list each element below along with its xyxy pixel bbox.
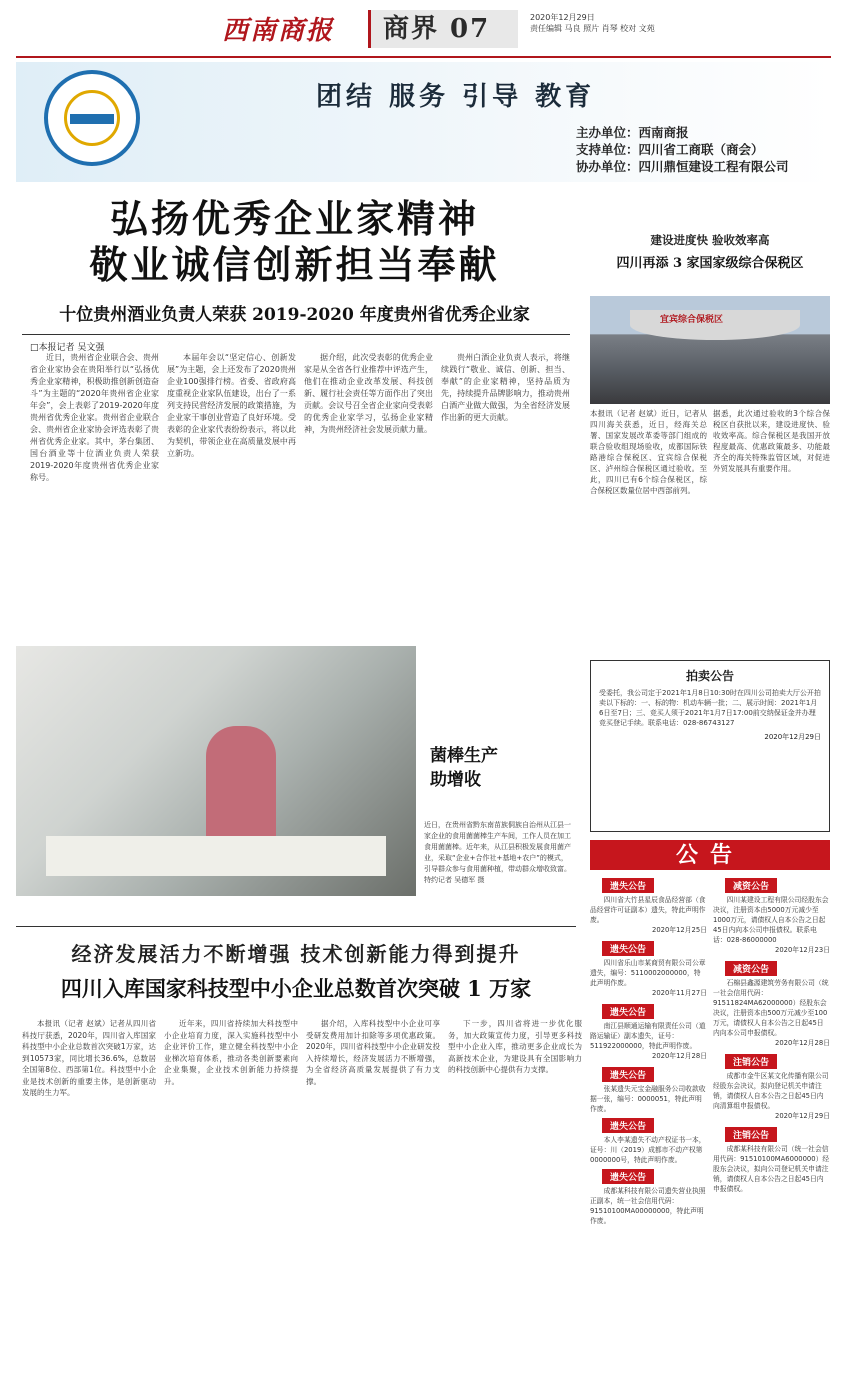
notice-label: 遗失公告 [602, 1067, 654, 1082]
notice-label: 遗失公告 [602, 1118, 654, 1133]
notice-text: 四川省乐山市某商贸有限公司公章遗失，编号：5110002000000，特此声明作废。 [590, 959, 706, 987]
emblem-bar [70, 114, 114, 124]
bottom-article-col-1: 本报讯（记者 赵斌）记者从四川省科技厅获悉，2020年，四川省入库国家科技型中小企业总数首次突破1万家，达到10573家，同比增长36.6%，总数居全国第8位、西部第1位。科技型中小企业是技术创新的重要主体，是创新驱动发展的生力军。 [22, 1019, 156, 1097]
notice-col-left [590, 874, 707, 1364]
notice-col-right [713, 874, 830, 1364]
notice-item [590, 937, 707, 998]
sponsor-list [576, 124, 789, 175]
notice-text: 张某遗失元宝金融服务公司收款收据一张，编号：0000051，特此声明作废。 [590, 1085, 706, 1113]
notice-label: 遗失公告 [602, 878, 654, 893]
notice-label: 注销公告 [725, 1127, 777, 1142]
right-article-col-2: 据悉，此次通过验收的3个综合保税区自获批以来，建设进度快、验收效率高。综合保税区是我国开放程度最高、优惠政策最多、功能最齐全的海关特殊监管区域，对促进外贸发展具有重要作用。 [713, 409, 830, 473]
notice-text: 四川某建设工程有限公司经股东会决议，注册资本由5000万元减少至1000万元，请债权人自本公告之日起45日内向本公司申报债权。联系电话：028-86000000 [713, 896, 829, 944]
main-article-col-1: 近日，贵州省企业联合会、贵州省企业家协会在贵阳举行以“弘扬优秀企业家精神，积极助推创新创造奋斗”为主题的“2020年贵州省企业家年会”，会上表彰了2019-2020年度贵州省优秀企业家。贵州省企业联合会、贵州省企业家协会评选表彰了贵州省优秀企业家。其中，茅台集团、国台酒业等十位酒业负责人荣获2019-2020年度贵州省优秀企业家称号。 [30, 353, 159, 482]
main-headline [22, 196, 567, 288]
issue-date: 2020年12月29日 [530, 13, 595, 22]
notice-text: 成都某科技有限公司遗失营业执照正副本，统一社会信用代码：91510100MA00000000，特此声明作废。 [590, 1187, 706, 1225]
right-headline: 四川再添 3 家国家级综合保税区 [616, 256, 804, 271]
paper-logo: 西南商报 [222, 16, 335, 46]
notice-label: 减资公告 [725, 961, 777, 976]
notice-label: 遗失公告 [602, 941, 654, 956]
bottom-headline-kicker: 经济发展活力不断增强 技术创新能力得到提升 [71, 942, 521, 966]
right-article-body [590, 408, 830, 656]
bottom-headline [16, 938, 576, 1003]
mushroom-tray [46, 836, 386, 876]
divider [16, 926, 576, 927]
notice-item [713, 874, 830, 955]
banner-slogan: 团结 服务 引导 教育 [316, 82, 596, 112]
notice-item [590, 1114, 707, 1165]
notice-text: 本人李某遗失不动产权证书一本，证号：川（2019）成都市不动产权第0000000号，特此声明作废。 [590, 1136, 706, 1164]
notice-label: 减资公告 [725, 878, 777, 893]
auction-date: 2020年12月29日 [764, 733, 821, 741]
photo-caption-title [430, 744, 498, 792]
main-headline-line-1: 弘扬优秀企业家精神 [109, 196, 479, 241]
auction-notice [590, 660, 830, 832]
notice-item [590, 1000, 707, 1061]
notice-label: 遗失公告 [602, 1169, 654, 1184]
notice-date: 2020年12月28日 [652, 1052, 707, 1060]
right-article-col-1: 本报讯（记者 赵斌）近日，记者从四川海关获悉，近日，经海关总署、国家发展改革委等部门组成的联合验收组现场验收，成都国际铁路港综合保税区、宜宾综合保税区、泸州综合保税区通过验收。至此，四川已有6个综合保税区，综合保税区数量位居中西部前列。 [590, 409, 707, 495]
gate-sign: 宜宾综合保税区 [660, 315, 724, 325]
caption-title-line-2: 助增收 [430, 770, 481, 790]
notice-label: 注销公告 [725, 1054, 777, 1069]
auction-text: 受委托，我公司定于2021年1月8日10:30时在四川公司拍卖大厅公开拍卖以下标的：一、标的物：机动车辆一批；二、展示时间：2021年1月6日至7日；三、竞买人须于2021年1月7日17:00前交纳保证金并办理竞买登记手续。联系电话：028-86743127 [599, 689, 821, 727]
issue-meta [530, 12, 655, 34]
right-kicker: 建设进度快 验收效率高 [650, 233, 770, 247]
bottom-article-col-2: 近年来，四川省持续加大科技型中小企业培育力度，深入实施科技型中小企业评价工作，建立健全科技型中小企业梯次培育体系，推动各类创新要素向企业集聚，企业技术创新能力持续提升。 [164, 1019, 298, 1086]
main-byline: □本报记者 吴文强 [30, 343, 105, 353]
notice-label: 遗失公告 [602, 1004, 654, 1019]
notice-item [590, 874, 707, 935]
chamber-emblem-icon [44, 70, 140, 166]
main-article-col-4: 贵州白酒企业负责人表示，将继续践行“敬业、诚信、创新、担当、奉献”的企业家精神，坚持品质为先，持续提升品牌影响力，推动贵州白酒产业做大做强，为全省经济发展作出新的更大贡献。 [441, 353, 570, 422]
notice-text: 石棉县鑫源建筑劳务有限公司（统一社会信用代码：91511824MA62000000）经股东会决议，注册资本由500万元减少至100万元，请债权人自本公告之日起45日内向本公司申报债权。 [713, 979, 829, 1037]
mushroom-factory-photo [16, 646, 416, 896]
notice-date: 2020年12月23日 [775, 946, 830, 954]
main-subheadline: 十位贵州酒业负责人荣获 2019-2020 年度贵州省优秀企业家 [59, 305, 530, 325]
notice-date: 2020年11月27日 [652, 989, 707, 997]
notice-item [713, 1123, 830, 1194]
section-label: 商界 07 [368, 10, 518, 48]
sponsor-support: 支持单位：四川省工商联（商会） [576, 142, 764, 157]
editor-credits: 责任编辑 马良 照片 肖琴 校对 文苑 [530, 24, 655, 33]
notice-date: 2020年12月29日 [775, 1112, 830, 1120]
notice-item [713, 957, 830, 1048]
main-article-col-2: 本届年会以“坚定信心、创新发展”为主题，会上还发布了2020贵州企业100强排行榜。省委、省政府高度重视企业家队伍建设，出台了一系列支持民营经济发展的政策措施，为企业家干事创业营造了良好环境。受表彰的企业家代表纷纷表示，将以此为契机，带领企业在高质量发展中再立新功。 [167, 353, 296, 458]
notice-header: 公告 [590, 840, 830, 870]
divider [22, 334, 570, 335]
bottom-headline-main: 四川入库国家科技型中小企业总数首次突破 1 万家 [60, 976, 532, 1001]
masthead-rule [16, 56, 831, 58]
notice-text: 成都市金牛区某文化传播有限公司经股东会决议，拟向登记机关申请注销，请债权人自本公告之日起45日内向清算组申报债权。 [713, 1072, 829, 1110]
right-article-title [590, 232, 830, 271]
bottom-article-col-3: 据介绍，入库科技型中小企业可享受研发费用加计扣除等多项优惠政策。2020年，四川省科技型中小企业研发投入持续增长，经济发展活力不断增强，为全省经济高质量发展提供了有力支撑。 [306, 1019, 440, 1086]
main-article-col-3: 据介绍，此次受表彰的优秀企业家是从全省各行业推荐中评选产生，他们在推动企业改革发展、科技创新、履行社会责任等方面作出了突出贡献。会议号召全省企业家向受表彰的优秀企业家学习，弘扬企业家精神，为贵州经济社会发展贡献力量。 [304, 353, 433, 434]
notice-date: 2020年12月28日 [775, 1039, 830, 1047]
notice-text: 四川省大竹县星辰食品经营部（食品经营许可证副本）遗失，特此声明作废。 [590, 896, 706, 924]
sponsor-co: 协办单位：四川鼎恒建设工程有限公司 [576, 159, 789, 174]
main-headline-line-2: 敬业诚信创新担当奉献 [89, 242, 500, 287]
main-article-body [30, 352, 570, 637]
notice-text: 成都某科技有限公司（统一社会信用代码：91510100MA6000000）经股东会决议，拟向公司登记机关申请注销，请债权人自本公告之日起45日内申报债权。 [713, 1145, 830, 1193]
notice-date: 2020年12月25日 [652, 926, 707, 934]
bottom-article-col-4: 下一步，四川省将进一步优化服务，加大政策宣传力度，引导更多科技型中小企业入库，推动更多企业成长为高新技术企业，为建设具有全国影响力的科技创新中心提供有力支撑。 [448, 1019, 582, 1074]
notice-item [590, 1063, 707, 1114]
bonded-zone-photo [590, 296, 830, 404]
notice-columns [590, 874, 830, 1364]
bottom-article-body [22, 1018, 582, 1370]
sponsor-host: 主办单位：西南商报 [576, 125, 689, 140]
auction-title: 拍卖公告 [685, 669, 734, 683]
photo-caption-body: 近日，在贵州省黔东南苗族侗族自治州从江县一家企业的食用菌菌棒生产车间，工作人员在加工食用菌菌棒。近年来，从江县积极发展食用菌产业，采取“企业+合作社+基地+农户”的模式，引导群众参与食用菌种植，带动群众增收致富。特约记者 吴德军 摄 [424, 821, 571, 884]
masthead [0, 0, 847, 56]
notice-item [590, 1165, 707, 1226]
caption-title-line-1: 菌棒生产 [430, 746, 498, 766]
notice-text: 南江县顺通运输有限责任公司（道路运输证）副本遗失，证号：511922000000，特此声明作废。 [590, 1022, 706, 1050]
notice-item [713, 1050, 830, 1121]
